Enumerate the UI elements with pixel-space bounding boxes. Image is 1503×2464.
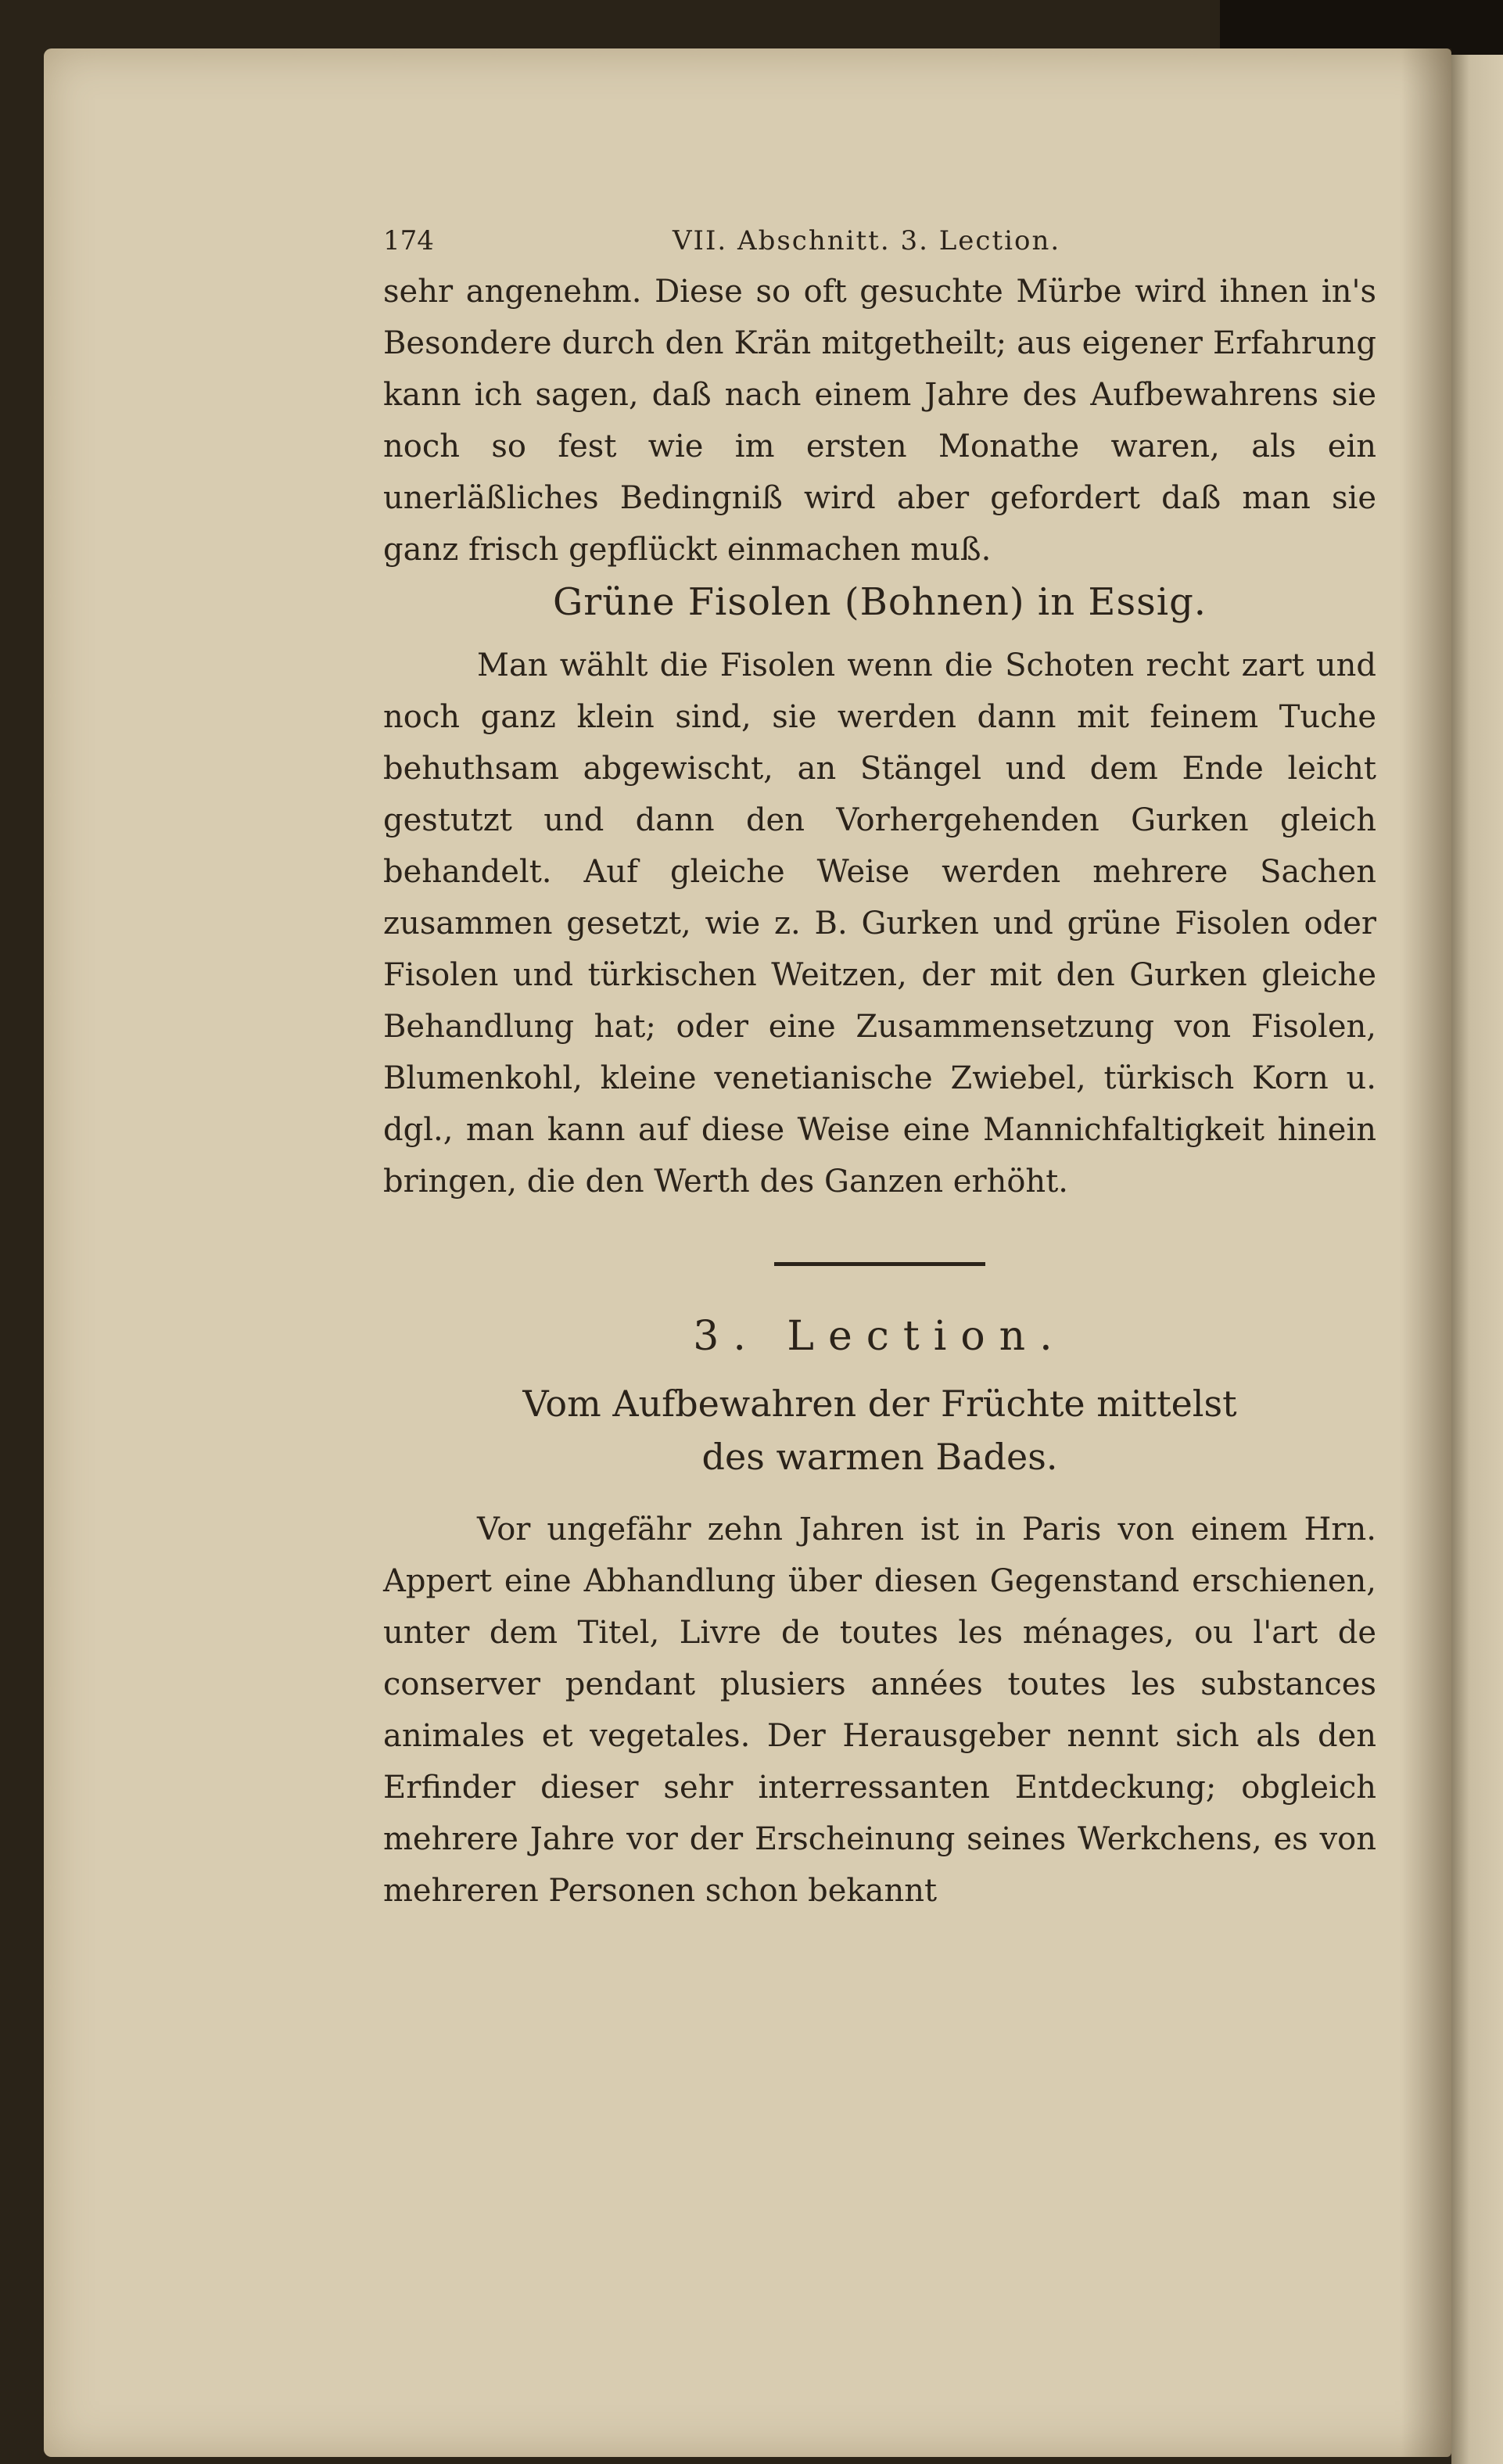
next-page-edge — [1451, 55, 1503, 2464]
section-divider — [774, 1262, 985, 1266]
page-content — [383, 211, 1376, 1917]
section-subtitle-line-1: Vom Aufbewahren der Früchte mittelst — [522, 1383, 1237, 1425]
section-subtitle-line-2: des warmen Bades. — [701, 1436, 1058, 1478]
page-number: 174 — [383, 225, 434, 256]
page-gutter — [1401, 48, 1451, 2457]
paragraph-fisolen: Man wählt die Fisolen wenn die Schoten recht zart und noch ganz klein sind, sie werden dann mit feinem Tuche behuthsam abgewischt, an Stängel und dem Ende leicht gestutzt und dann den Vorhergehenden Gurken gleich behandelt. Auf gleiche Weise werden mehrere Sachen zusammen gesetzt, wie z. B. Gurken und grüne Fisolen oder Fisolen und türkischen Weitzen, der mit den Gurken gleiche Behandlung hat; oder eine Zusammensetzung von Fisolen, Blumenkohl, kleine venetianische Zwiebel, türkisch Korn u. dgl., man kann auf diese Weise eine Mannichfaltigkeit hinein bringen, die den Werth des Ganzen erhöht. — [383, 647, 1376, 1200]
running-head: VII. Abschnitt. 3. Lection. — [673, 225, 1061, 256]
section-subtitle — [383, 1377, 1376, 1483]
paragraph-appert: Vor ungefähr zehn Jahren ist in Paris von einem Hrn. Appert eine Abhandlung über diesen Gegenstand erschienen, unter dem Titel, Livre de toutes les ménages, ou l'art de conserver pendant plusiers années toutes les substances animales et vegetales. Der Herausgeber nennt sich als den Erfinder dieser sehr interressanten Entdeckung; obgleich mehrere Jahre vor der Erscheinung seines Werkchens, es von mehreren Personen schon bekannt — [383, 1512, 1376, 1909]
recipe-heading: Grüne Fisolen (Bohnen) in Essig. — [552, 580, 1207, 624]
section-title: 3. Lection. — [693, 1313, 1067, 1360]
page-header — [383, 211, 1376, 266]
paragraph-continued: sehr angenehm. Diese so oft gesuchte Mürbe wird ihnen in's Besondere durch den Krän mitgetheilt; aus eigener Erfahrung kann ich sagen, daß nach einem Jahre des Aufbewahrens sie noch so fest wie im ersten Monathe waren, als ein unerläßliches Bedingniß wird aber gefordert daß man sie ganz frisch gepflückt einmachen muß. — [383, 274, 1376, 568]
